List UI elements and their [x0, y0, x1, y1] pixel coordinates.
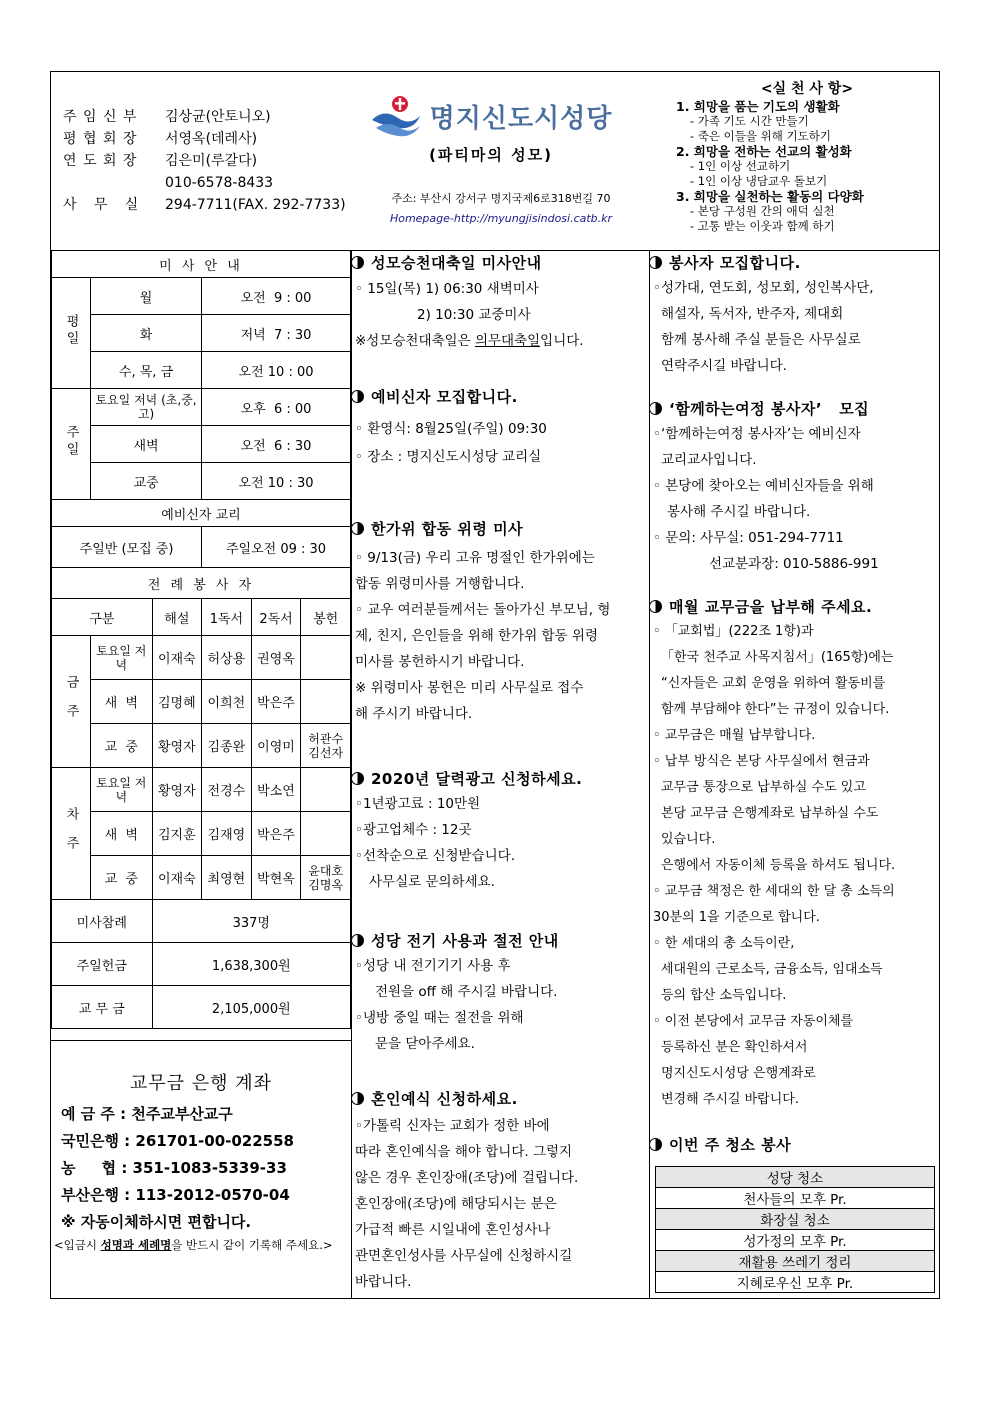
section-heading: 이번 주 청소 봉사 [649, 1134, 939, 1155]
liturgy-cell: 이희천 [202, 680, 252, 724]
brand [361, 94, 621, 138]
practice-list [676, 82, 938, 234]
catechumen-title: 예비신자 교리 [52, 500, 351, 527]
liturgy-cell: 허관수 김선자 [301, 724, 351, 768]
section-heading: 봉사자 모집합니다. [649, 252, 939, 273]
dues-section [649, 596, 939, 1113]
stat-value: 337명 [152, 900, 350, 943]
practice-sub: - 1인 이상 선교하기 [690, 159, 791, 173]
liturgy-cell [301, 680, 351, 724]
schedule-table [51, 250, 351, 1029]
liturgy-cell: 이재숙 [152, 636, 201, 680]
liturgy-mass: 새 벽 [91, 812, 153, 856]
auto-transfer-note: ※ 자동이체하시면 편합니다. [61, 1213, 252, 1231]
practice-sub: - 죽은 이들을 위해 기도하기 [690, 129, 831, 143]
mass-time: 오전 10 : 30 [202, 463, 351, 500]
liturgy-mass: 토요일 저 녁 [91, 636, 153, 680]
mass-day: 화 [91, 315, 202, 352]
half-circle-icon [649, 402, 662, 415]
middle-column [351, 250, 650, 1298]
mass-time: 오전 6 : 30 [202, 426, 351, 463]
church-logo-icon [370, 94, 422, 138]
section-body: ◦ 9/13(금) 우리 고유 명절인 한가위에는 합동 위령미사를 거행합니다. ◦ 교우 여러분들께서는 돌아가신 부모님, 형 제, 친지, 은인들을 위해 한가위 합동 위령 미사를 봉헌하시기 바랍니다. ※ 위령미사 봉헌은 미리 사무실로 접수 해 주시기 바랍니다. [355, 550, 611, 722]
practice-sub: - 고통 받는 이웃과 함께 하기 [690, 219, 835, 233]
liturgy-header: 해설 [152, 599, 201, 636]
staff-list [63, 106, 346, 216]
office-row [63, 194, 346, 216]
section-body: ◦가톨릭 신자는 교회가 정한 바에 따라 혼인예식을 해야 합니다. 그렇지 않은 경우 혼인장애(조당)에 걸립니다. 혼인장애(조당)에 해당되시는 분은 가급적 빠른 시일내에 혼인성사나 관면혼인성사를 사무실에 신청하시길 바랍니다. [355, 1118, 579, 1290]
homepage-link[interactable]: Homepage-http://myungjisindosi.catb.kr [389, 212, 613, 225]
liturgy-header: 구분 [52, 599, 153, 636]
practice-sub: - 1인 이상 냉담교우 돌보기 [690, 174, 828, 188]
liturgy-cell: 허상용 [202, 636, 252, 680]
section-heading: 예비신자 모집합니다. [351, 386, 649, 407]
patron-name: (파티마의 성모) [429, 146, 553, 164]
section-body: ◦ 「교회법」(222조 1항)과 「한국 천주교 사목지침서」(165항)에는 “신자들은 교회 운영을 위하여 활동비를 함께 부담해야 한다”는 규정이 있습니다. ◦ 교무금은 매월 납부합니다. ◦ 납부 방식은 본당 사무실에서 현금과 교무금 통장으로 납부하실 수도 있고 본당 교무금 은행계좌로 납부하실 수도 있습니다. 은행에서 자동이체 등록을 하셔도 됩니다. ◦ 교무금 책정은 한 세대의 한 달 총 소득의 30분의 1을 기준으로 합니다. ◦ 한 세대의 총 소득이란, 세대원의 근로소득, 금융소득, 임대소득 등의 합산 소득입니다. ◦ 이전 본당에서 교무금 자동이체를 등록하신 분은 확인하셔서 명지신도시성당 은행계좌로 변경해 주시길 바랍니다. [653, 624, 896, 1107]
mass-time: 저녁 7 : 30 [202, 315, 351, 352]
stat-label: 주일헌금 [52, 943, 153, 986]
liturgy-title: 전 례 봉 사 자 [52, 568, 351, 599]
liturgy-cell: 김지훈 [152, 812, 201, 856]
section-heading: 성당 전기 사용과 절전 안내 [351, 930, 649, 951]
liturgy-mass: 교 중 [91, 856, 153, 900]
stat-value: 2,105,000원 [152, 986, 350, 1029]
section-heading: 성모승천대축일 미사안내 [351, 252, 649, 273]
liturgy-cell: 이영미 [251, 724, 301, 768]
liturgy-cell [301, 812, 351, 856]
address-block [351, 189, 651, 229]
address: 주소: 부산시 강서구 명지국제6로318번길 70 [391, 192, 611, 205]
section-body: ◦성가대, 연도회, 성모회, 성인복사단, 해설자, 독서자, 반주자, 제대회 함께 봉사해 주실 분들은 사무실로 연락주시길 바랍니다. [653, 280, 874, 374]
church-logo-block [361, 94, 621, 165]
weekday-label: 평일 [52, 278, 91, 389]
liturgy-cell: 윤대호 김명옥 [301, 856, 351, 900]
staff-name: 김상균(안토니오) [165, 109, 271, 125]
staff-row [63, 128, 346, 150]
liturgy-mass: 교 중 [91, 724, 153, 768]
bank-title: 교무금 은행 계좌 [129, 1073, 273, 1094]
calendar-ad-section [351, 768, 649, 895]
left-column [51, 250, 352, 1298]
staff-role: 평 협 회 장 [63, 131, 138, 147]
mass-day: 토요일 저녁 (초,중,고) [91, 389, 202, 426]
cleaning-cell: 천사들의 모후 Pr. [656, 1188, 935, 1209]
liturgy-mass: 토요일 저 녁 [91, 768, 153, 812]
catechumen-recruit-section [351, 386, 649, 471]
church-name: 명지신도시성당 [429, 103, 613, 134]
assumption-section [351, 252, 649, 354]
mass-time: 오전 10 : 00 [202, 352, 351, 389]
section-body: ◦ 환영식: 8월25일(주일) 09:30 ◦ 장소 : 명지신도시성당 교리실 [355, 421, 547, 465]
mass-day: 수, 목, 금 [91, 352, 202, 389]
bank-account: 국민은행 : 261701-00-022558 [61, 1132, 294, 1150]
bulletin-frame [50, 71, 940, 1299]
office-phone: 294-7711(FAX. 292-7733) [165, 197, 346, 213]
half-circle-icon [649, 600, 662, 613]
half-circle-icon [351, 256, 364, 269]
half-circle-icon [351, 772, 364, 785]
practice-item: 3. 희망을 실천하는 활동의 다양화 [676, 189, 864, 204]
practice-sub: - 가족 기도 시간 만들기 [690, 114, 809, 128]
electricity-section [351, 930, 649, 1057]
mobile-phone: 010-6578-8433 [165, 175, 274, 191]
staff-name: 김은미(루갈다) [165, 153, 258, 169]
liturgy-cell [301, 768, 351, 812]
section-body: ◦ 15일(목) 1) 06:30 새벽미사 2) 10:30 교중미사 ※성모승천대축일은 의무대축일입니다. [355, 281, 584, 349]
section-body: ◦1년광고료 : 10만원 ◦광고업체수 : 12곳 ◦선착순으로 신청받습니다. 사무실로 문의하세요. [355, 796, 515, 890]
stat-label: 미사참례 [52, 900, 153, 943]
liturgy-cell: 김명혜 [152, 680, 201, 724]
cleaning-table [655, 1166, 935, 1293]
liturgy-header: 봉헌 [301, 599, 351, 636]
section-heading: 2020년 달력광고 신청하세요. [351, 768, 649, 789]
catechumen-class: 주일반 (모집 중) [52, 527, 202, 568]
liturgy-cell: 김종완 [202, 724, 252, 768]
bank-holder: 예 금 주 : 천주교부산교구 [61, 1105, 233, 1123]
cleaning-cell: 성당 청소 [656, 1167, 935, 1188]
half-circle-icon [649, 256, 662, 269]
week-label: 차 주 [52, 768, 91, 900]
section-heading: ‘함께하는여정 봉사자’ 모집 [649, 398, 939, 419]
staff-role: 연 도 회 장 [63, 153, 138, 169]
mass-time: 오후 6 : 00 [202, 389, 351, 426]
office-label: 사 무 실 [63, 197, 140, 213]
half-circle-icon [649, 1138, 662, 1151]
liturgy-header: 2독서 [251, 599, 301, 636]
right-column [649, 250, 939, 1298]
cleaning-cell: 화장실 청소 [656, 1209, 935, 1230]
liturgy-cell: 김재영 [202, 812, 252, 856]
half-circle-icon [351, 934, 364, 947]
practice-title: <실 천 사 항> [760, 81, 854, 97]
half-circle-icon [351, 522, 364, 535]
liturgy-mass: 새 벽 [91, 680, 153, 724]
section-heading: 혼인예식 신청하세요. [351, 1088, 649, 1109]
section-heading: 한가위 합동 위령 미사 [351, 518, 649, 539]
section-body: ◦‘함께하는여정 봉사자’는 예비신자 교리교사입니다. ◦ 본당에 찾아오는 예비신자들을 위해 봉사해 주시길 바랍니다. ◦ 문의: 사무실: 051-294-7711 선교분과장: 010-5886-991 [653, 426, 879, 572]
liturgy-cell: 황영자 [152, 724, 201, 768]
header [51, 72, 939, 251]
staff-name: 서영옥(데레사) [165, 131, 258, 147]
wedding-section [351, 1088, 649, 1295]
cleaning-cell: 지혜로우신 모후 Pr. [656, 1272, 935, 1293]
liturgy-cell: 이재숙 [152, 856, 201, 900]
cleaning-section [649, 1134, 939, 1155]
stat-value: 1,638,300원 [152, 943, 350, 986]
cleaning-cell: 성가정의 모후 Pr. [656, 1230, 935, 1251]
liturgy-cell: 최영현 [202, 856, 252, 900]
staff-role: 주 임 신 부 [63, 109, 138, 125]
half-circle-icon [351, 390, 364, 403]
journey-volunteer-section [649, 398, 939, 577]
mass-title: 미 사 안 내 [52, 251, 351, 278]
liturgy-header: 1독서 [202, 599, 252, 636]
liturgy-cell [301, 636, 351, 680]
practice-item: 1. 희망을 품는 기도의 생활화 [676, 99, 840, 114]
section-body: ◦성당 내 전기기기 사용 후 전원을 off 해 주시길 바랍니다. ◦냉방 중일 때는 절전을 위해 문을 닫아주세요. [355, 958, 558, 1052]
week-label: 금 주 [52, 636, 91, 768]
liturgy-cell: 전경수 [202, 768, 252, 812]
bank-account: 농 협 : 351-1083-5339-33 [61, 1159, 287, 1177]
practice-sub: - 본당 구성원 간의 애덕 실천 [690, 204, 835, 218]
mass-day: 월 [91, 278, 202, 315]
half-circle-icon [351, 1092, 364, 1105]
liturgy-cell: 박은주 [251, 680, 301, 724]
bank-account: 부산은행 : 113-2012-0570-04 [61, 1186, 290, 1204]
liturgy-cell: 박은주 [251, 812, 301, 856]
section-heading: 매월 교무금을 납부해 주세요. [649, 596, 939, 617]
catechumen-time: 주일오전 09 : 30 [202, 527, 351, 568]
practice-item: 2. 희망을 전하는 선교의 활성화 [676, 144, 852, 159]
staff-row [63, 106, 346, 128]
liturgy-cell: 박소연 [251, 768, 301, 812]
sunday-label: 주일 [52, 389, 91, 500]
liturgy-cell: 박현옥 [251, 856, 301, 900]
bank-lines [61, 1101, 294, 1236]
volunteer-section [649, 252, 939, 379]
mass-time: 오전 9 : 00 [202, 278, 351, 315]
bank-account-section [51, 1040, 351, 1299]
mass-day: 새벽 [91, 426, 202, 463]
liturgy-cell: 권영옥 [251, 636, 301, 680]
chuseok-mass-section [351, 518, 649, 727]
staff-row [63, 150, 346, 172]
mass-day: 교중 [91, 463, 202, 500]
cleaning-cell: 재활용 쓰레기 정리 [656, 1251, 935, 1272]
deposit-note: <입금시 성명과 세례명을 반드시 같이 기록해 주세요.> [54, 1238, 333, 1252]
stat-label: 교 무 금 [52, 986, 153, 1029]
liturgy-cell: 황영자 [152, 768, 201, 812]
